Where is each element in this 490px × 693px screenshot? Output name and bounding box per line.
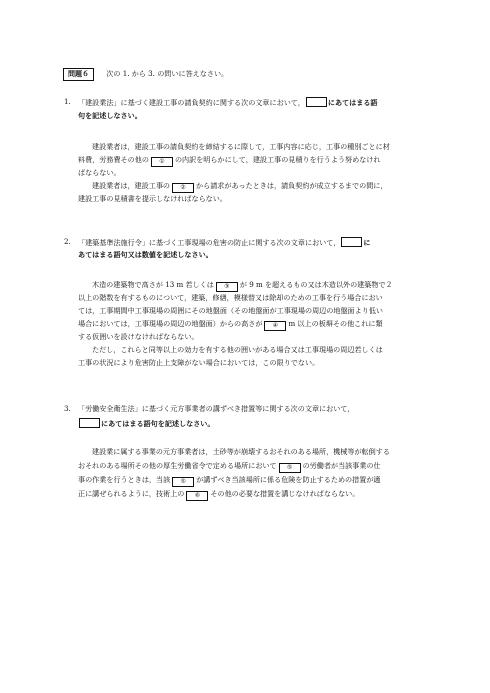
q3-text-seg: おそれのある場所その他の厚生労働省令で定める場所において [78, 461, 277, 470]
blank-marker-2: ② [172, 183, 194, 193]
q2-text-seg: が 9 m を超えるもの又は木造以外の建築物で２ [239, 280, 393, 289]
q2-number: 2. [64, 237, 71, 246]
q2-text-line5: する仮囲いを設けなければならない。 [78, 332, 199, 341]
q2-prompt-line1 [78, 237, 370, 247]
q3-text-line2 [78, 461, 381, 471]
q2-text-seg: 場合においては，工事現場の周辺の地盤面）からの高さが [78, 319, 263, 328]
q1-number: 1. [64, 97, 71, 106]
q1-text-seg: の内訳を明らかにして，建設工事の見積りを行うよう努めなけれ [174, 155, 381, 164]
q1-text-line4 [92, 181, 388, 191]
q1-text-seg: 建設業者は，建設工事の [92, 181, 171, 190]
q2-text-line3: ては，工事期間中工事現場の周囲にその地盤面（その地盤面が工事現場の周辺の地盤面より低い [78, 306, 384, 315]
problem-instruction: 次の 1. から 3. の問いに答えなさい。 [106, 69, 229, 78]
q1-prompt-bold: にあてはまる語 [327, 98, 378, 107]
problem-header [63, 68, 228, 81]
blank-marker-6: ⑥ [186, 491, 208, 501]
blank-marker-3: ③ [216, 282, 238, 292]
q1-prompt-line2: 句を記述しなさい。 [78, 111, 142, 120]
q3-text-seg: 正に講ぜられるように，技術上の [78, 489, 185, 498]
q2-text-line1 [92, 280, 393, 290]
q3-text-line4 [78, 489, 359, 499]
q2-prompt-bold: に [363, 238, 371, 247]
q3-text-seg: が講ずべき当該場所に係る危険を防止するための措置が適 [196, 475, 381, 484]
q3-prompt-line2 [78, 418, 215, 428]
q3-text-line1: 建設業に属する事業の元方事業者は，土砂等が崩壊するおそれのある場所，機械等が転倒する [92, 447, 390, 456]
blank-marker-4: ④ [264, 321, 286, 331]
q2-text-seg: 木造の建築物で高さが 13 m 若しくは [92, 280, 214, 289]
q1-text-line3: ばならない。 [78, 168, 121, 177]
q1-text-line2 [78, 155, 381, 165]
blank-marker-1: ① [151, 157, 173, 167]
q2-text-line2: 以上の階数を有するものについて，建築，修繕，模様替又は除却のための工事を行う場合におい [78, 293, 383, 302]
q2-prompt-text: 「建築基準法施行令」に基づく工事現場の危害の防止に関する次の文章において， [78, 238, 341, 247]
q3-prompt-bold: にあてはまる語句を記述しなさい。 [101, 419, 215, 428]
q3-prompt-line1: 「労働安全衛生法」に基づく元方事業者の講ずべき措置等に関する次の文章において， [78, 404, 355, 413]
q2-text-line4 [78, 319, 383, 329]
q1-text-line5: 建設工事の見積書を提示しなければならない。 [78, 194, 227, 203]
q1-text-seg: から請求があったときは，請負契約が成立するまでの間に， [196, 181, 388, 190]
q1-prompt-line1 [78, 97, 378, 107]
blank-marker-5b: ⑤ [172, 477, 194, 487]
answer-blank [306, 97, 327, 107]
q3-text-seg: 事の作業を行うときは，当該 [78, 475, 171, 484]
blank-marker-5: ⑤ [279, 463, 301, 473]
q3-text-line3 [78, 475, 381, 485]
problem-label: 問題６ [63, 68, 94, 81]
q1-prompt-text: 「建設業法」に基づく建設工事の請負契約に関する次の文章において， [78, 98, 305, 107]
q2-text-seg: m 以上の板塀その他これに類 [288, 319, 383, 328]
q1-text-seg: 料費，労務費その他の [78, 155, 149, 164]
q3-number: 3. [64, 404, 71, 413]
answer-blank [79, 418, 100, 428]
q2-text-line7: 工事の状況により危害防止上支障がない場合においては，この限りでない。 [78, 358, 320, 367]
q2-prompt-line2: あてはまる語句又は数値を記述しなさい。 [78, 250, 213, 259]
q3-text-seg: その他の必要な措置を講じなければならない。 [210, 489, 360, 498]
q3-text-seg: の労働者が当該事業の仕 [302, 461, 381, 470]
answer-blank [341, 237, 362, 247]
q2-text-line6: ただし，これらと同等以上の効力を有する他の囲いがある場合又は工事現場の周辺若しくは [92, 345, 383, 354]
q1-text-line1: 建設業者は，建設工事の請負契約を締結するに際して，工事内容に応じ，工事の種別ごとに材 [92, 142, 390, 151]
